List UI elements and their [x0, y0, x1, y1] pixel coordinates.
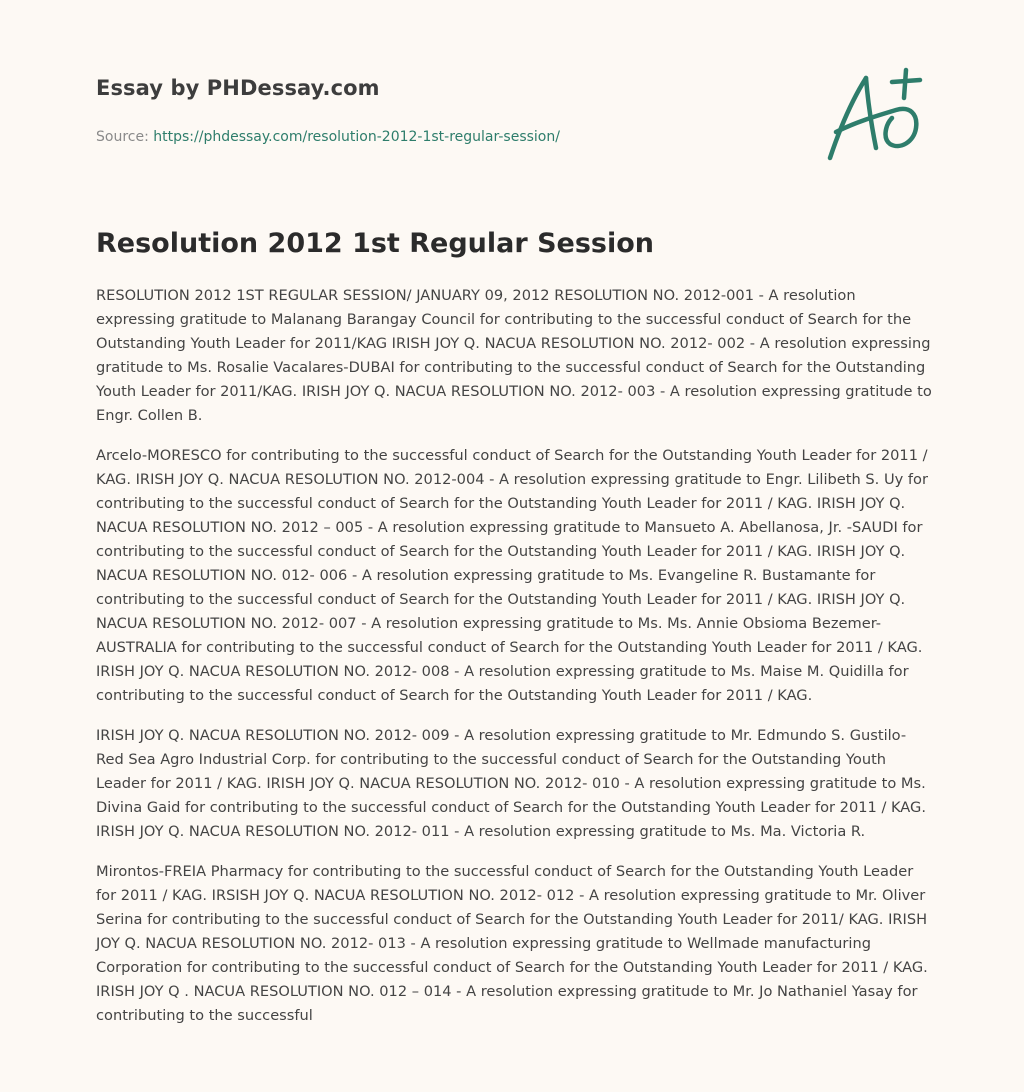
paragraph: Arcelo-MORESCO for contributing to the successful conduct of Search for the Outstanding Youth Leader for 2011 / KAG. IRISH JOY Q. NACUA RESOLUTION NO. 2012-004 - A resolution expressing gratitude to Engr. Lilibeth S. Uy for contributing to the successful conduct of Search for the Outstanding Youth Leader for 2011 / KAG. IRISH JOY Q. NACUA RESOLUTION NO. 2012 – 005 - A resolution expressing gratitude to Mansueto A. Abellanosa, Jr. -SAUDI for contributing to the successful conduct of Search for the Outstanding Youth Leader for 2011 / KAG. IRISH JOY Q. NACUA RESOLUTION NO. 012- 006 - A resolution expressing gratitude to Ms. Evangeline R. Bustamante for contributing to the successful conduct of Search for the Outstanding Youth Leader for 2011 / KAG. IRISH JOY Q. NACUA RESOLUTION NO. 2012- 007 - A resolution expressing gratitude to Ms. Ms. Annie Obsioma Bezemer-AUSTRALIA for contributing to the successful conduct of Search for the Outstanding Youth Leader for 2011 / KAG. IRISH JOY Q. NACUA RESOLUTION NO. 2012- 008 - A resolution expressing gratitude to Ms. Maise M. Quidilla for contributing to the successful conduct of Search for the Outstanding Youth Leader for 2011 / KAG.: [96, 447, 928, 704]
a-plus-logo-icon: [822, 66, 928, 166]
page-title: Resolution 2012 1st Regular Session: [96, 228, 655, 259]
source-link[interactable]: https://phdessay.com/resolution-2012-1st-regular-session/: [153, 129, 560, 145]
source-label: Source:: [96, 129, 149, 145]
paragraph: RESOLUTION 2012 1ST REGULAR SESSION/ JANUARY 09, 2012 RESOLUTION NO. 2012-001 - A resolution expressing gratitude to Malanang Barangay Council for contributing to the successful conduct of Search for the Outstanding Youth Leader for 2011/KAG IRISH JOY Q. NACUA RESOLUTION NO. 2012- 002 - A resolution expressing gratitude to Ms. Rosalie Vacalares-DUBAI for contributing to the successful conduct of Search for the Outstanding Youth Leader for 2011/KAG. IRISH JOY Q. NACUA RESOLUTION NO. 2012- 003 - A resolution expressing gratitude to Engr. Collen B.: [96, 287, 932, 424]
paragraph: Mirontos-FREIA Pharmacy for contributing to the successful conduct of Search for the Outstanding Youth Leader for 2011 / KAG. IRSISH JOY Q. NACUA RESOLUTION NO. 2012- 012 - A resolution expressing gratitude to Mr. Oliver Serina for contributing to the successful conduct of Search for the Outstanding Youth Leader for 2011/ KAG. IRISH JOY Q. NACUA RESOLUTION NO. 2012- 013 - A resolution expressing gratitude to Wellmade manufacturing Corporation for contributing to the successful conduct of Search for the Outstanding Youth Leader for 2011 / KAG. IRISH JOY Q . NACUA RESOLUTION NO. 012 – 014 - A resolution expressing gratitude to Mr. Jo Nathaniel Yasay for contributing to the successful: [96, 863, 928, 1024]
source-line: [96, 129, 796, 145]
paragraph: IRISH JOY Q. NACUA RESOLUTION NO. 2012- 009 - A resolution expressing gratitude to Mr. Edmundo S. Gustilo-Red Sea Agro Industrial Corp. for contributing to the successful conduct of Search for the Outstanding Youth Leader for 2011 / KAG. IRISH JOY Q. NACUA RESOLUTION NO. 2012- 010 - A resolution expressing gratitude to Ms. Divina Gaid for contributing to the successful conduct of Search for the Outstanding Youth Leader for 2011 / KAG. IRISH JOY Q. NACUA RESOLUTION NO. 2012- 011 - A resolution expressing gratitude to Ms. Ma. Victoria R.: [96, 727, 926, 840]
page-header: [96, 76, 796, 145]
article-body: [96, 284, 932, 1044]
brand-title: Essay by PHDessay.com: [96, 76, 380, 100]
